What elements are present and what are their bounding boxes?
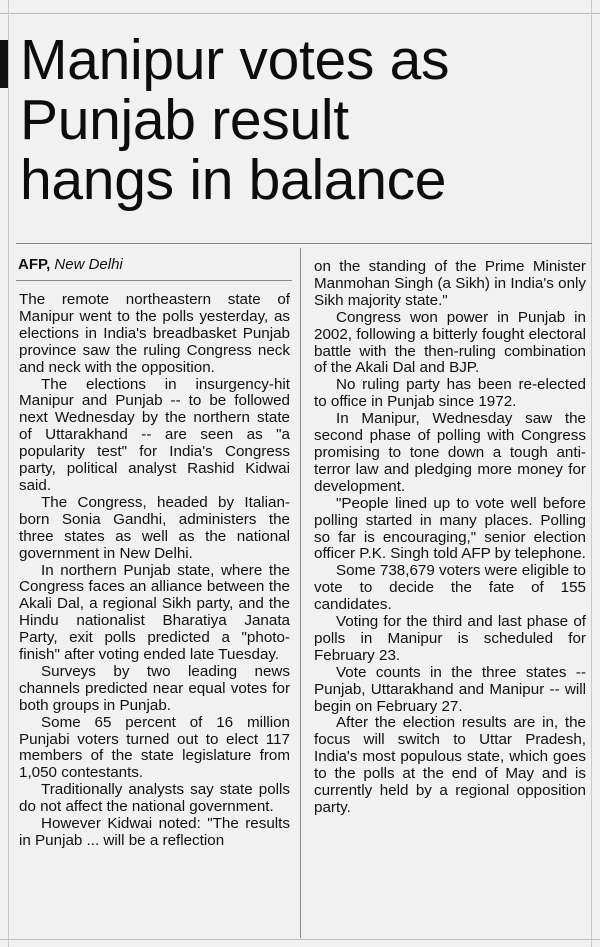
paragraph: Congress won power in Punjab in 2002, following a bitterly fought electoral battle with the then-ruling combination of the Akali Dal and BJP. [314, 308, 586, 377]
headline-divider [16, 243, 592, 244]
page-bottom-frame [0, 939, 600, 947]
paragraph: In Manipur, Wednesday saw the second phase of polling with Congress promising to tone down a tough anti-terror law and pledging more money for development. [314, 410, 586, 495]
headline-accent-bar [0, 40, 8, 88]
paragraph: The elections in insurgency-hit Manipur and Punjab -- to be followed next Wednesday by the northern state of Uttarakhand -- are seen as "a popularity test" for India's Congress party, political analyst Rashid Kidwai said. [19, 375, 290, 494]
page-top-frame [0, 0, 600, 14]
paragraph: The remote northeastern state of Manipur went to the polls yesterday, as elections in India's breadbasket Punjab province saw the ruling Congress neck and neck with the opposition. [19, 291, 290, 376]
page-left-border [8, 0, 9, 947]
byline-agency: AFP, [18, 256, 51, 273]
byline-city: New Delhi [54, 256, 123, 273]
paragraph: In northern Punjab state, where the Congress faces an alliance between the Akali Dal, a regional Sikh party, and the Hindu nationalist Bharatiya Janata Party, exit polls predicted a "photo-finish" after voting ended late Tuesday. [19, 561, 290, 664]
byline-divider [16, 280, 292, 281]
paragraph: Vote counts in the three states -- Punjab, Uttarakhand and Manipur -- will begin on February 27. [314, 663, 586, 715]
headline: Manipur votes as Punjab result hangs in balance [20, 28, 450, 212]
paragraph: Traditionally analysts say state polls do not affect the national government. [19, 781, 290, 816]
paragraph: Some 65 percent of 16 million Punjabi voters turned out to elect 117 members of the state legislature from 1,050 contestants. [19, 713, 290, 782]
page-right-border [591, 0, 592, 947]
article-column-right [314, 259, 586, 817]
paragraph: on the standing of the Prime Minister Manmohan Singh (a Sikh) in India's only Sikh majority state." [314, 258, 586, 309]
paragraph: The Congress, headed by Italian-born Sonia Gandhi, administers the three states as well as the national government in New Delhi. [19, 493, 290, 562]
article-column-left [19, 292, 290, 850]
paragraph: Surveys by two leading news channels predicted near equal votes for both groups in Punjab. [19, 662, 290, 714]
paragraph: No ruling party has been re-elected to office in Punjab since 1972. [314, 376, 586, 411]
paragraph: "People lined up to vote well before polling started in many places. Polling so far is encouraging," senior election officer P.K. Singh told AFP by telephone. [314, 494, 586, 563]
byline [18, 256, 123, 274]
column-divider [300, 248, 301, 938]
paragraph: Some 738,679 voters were eligible to vote to decide the fate of 155 candidates. [314, 562, 586, 614]
paragraph: Voting for the third and last phase of polls in Manipur is scheduled for February 23. [314, 613, 586, 664]
paragraph: After the election results are in, the focus will switch to Uttar Pradesh, India's most populous state, which goes to the polls at the end of May and is currently held by a regional opposition party. [314, 714, 586, 816]
paragraph: However Kidwai noted: "The results in Punjab ... will be a reflection [19, 815, 290, 849]
